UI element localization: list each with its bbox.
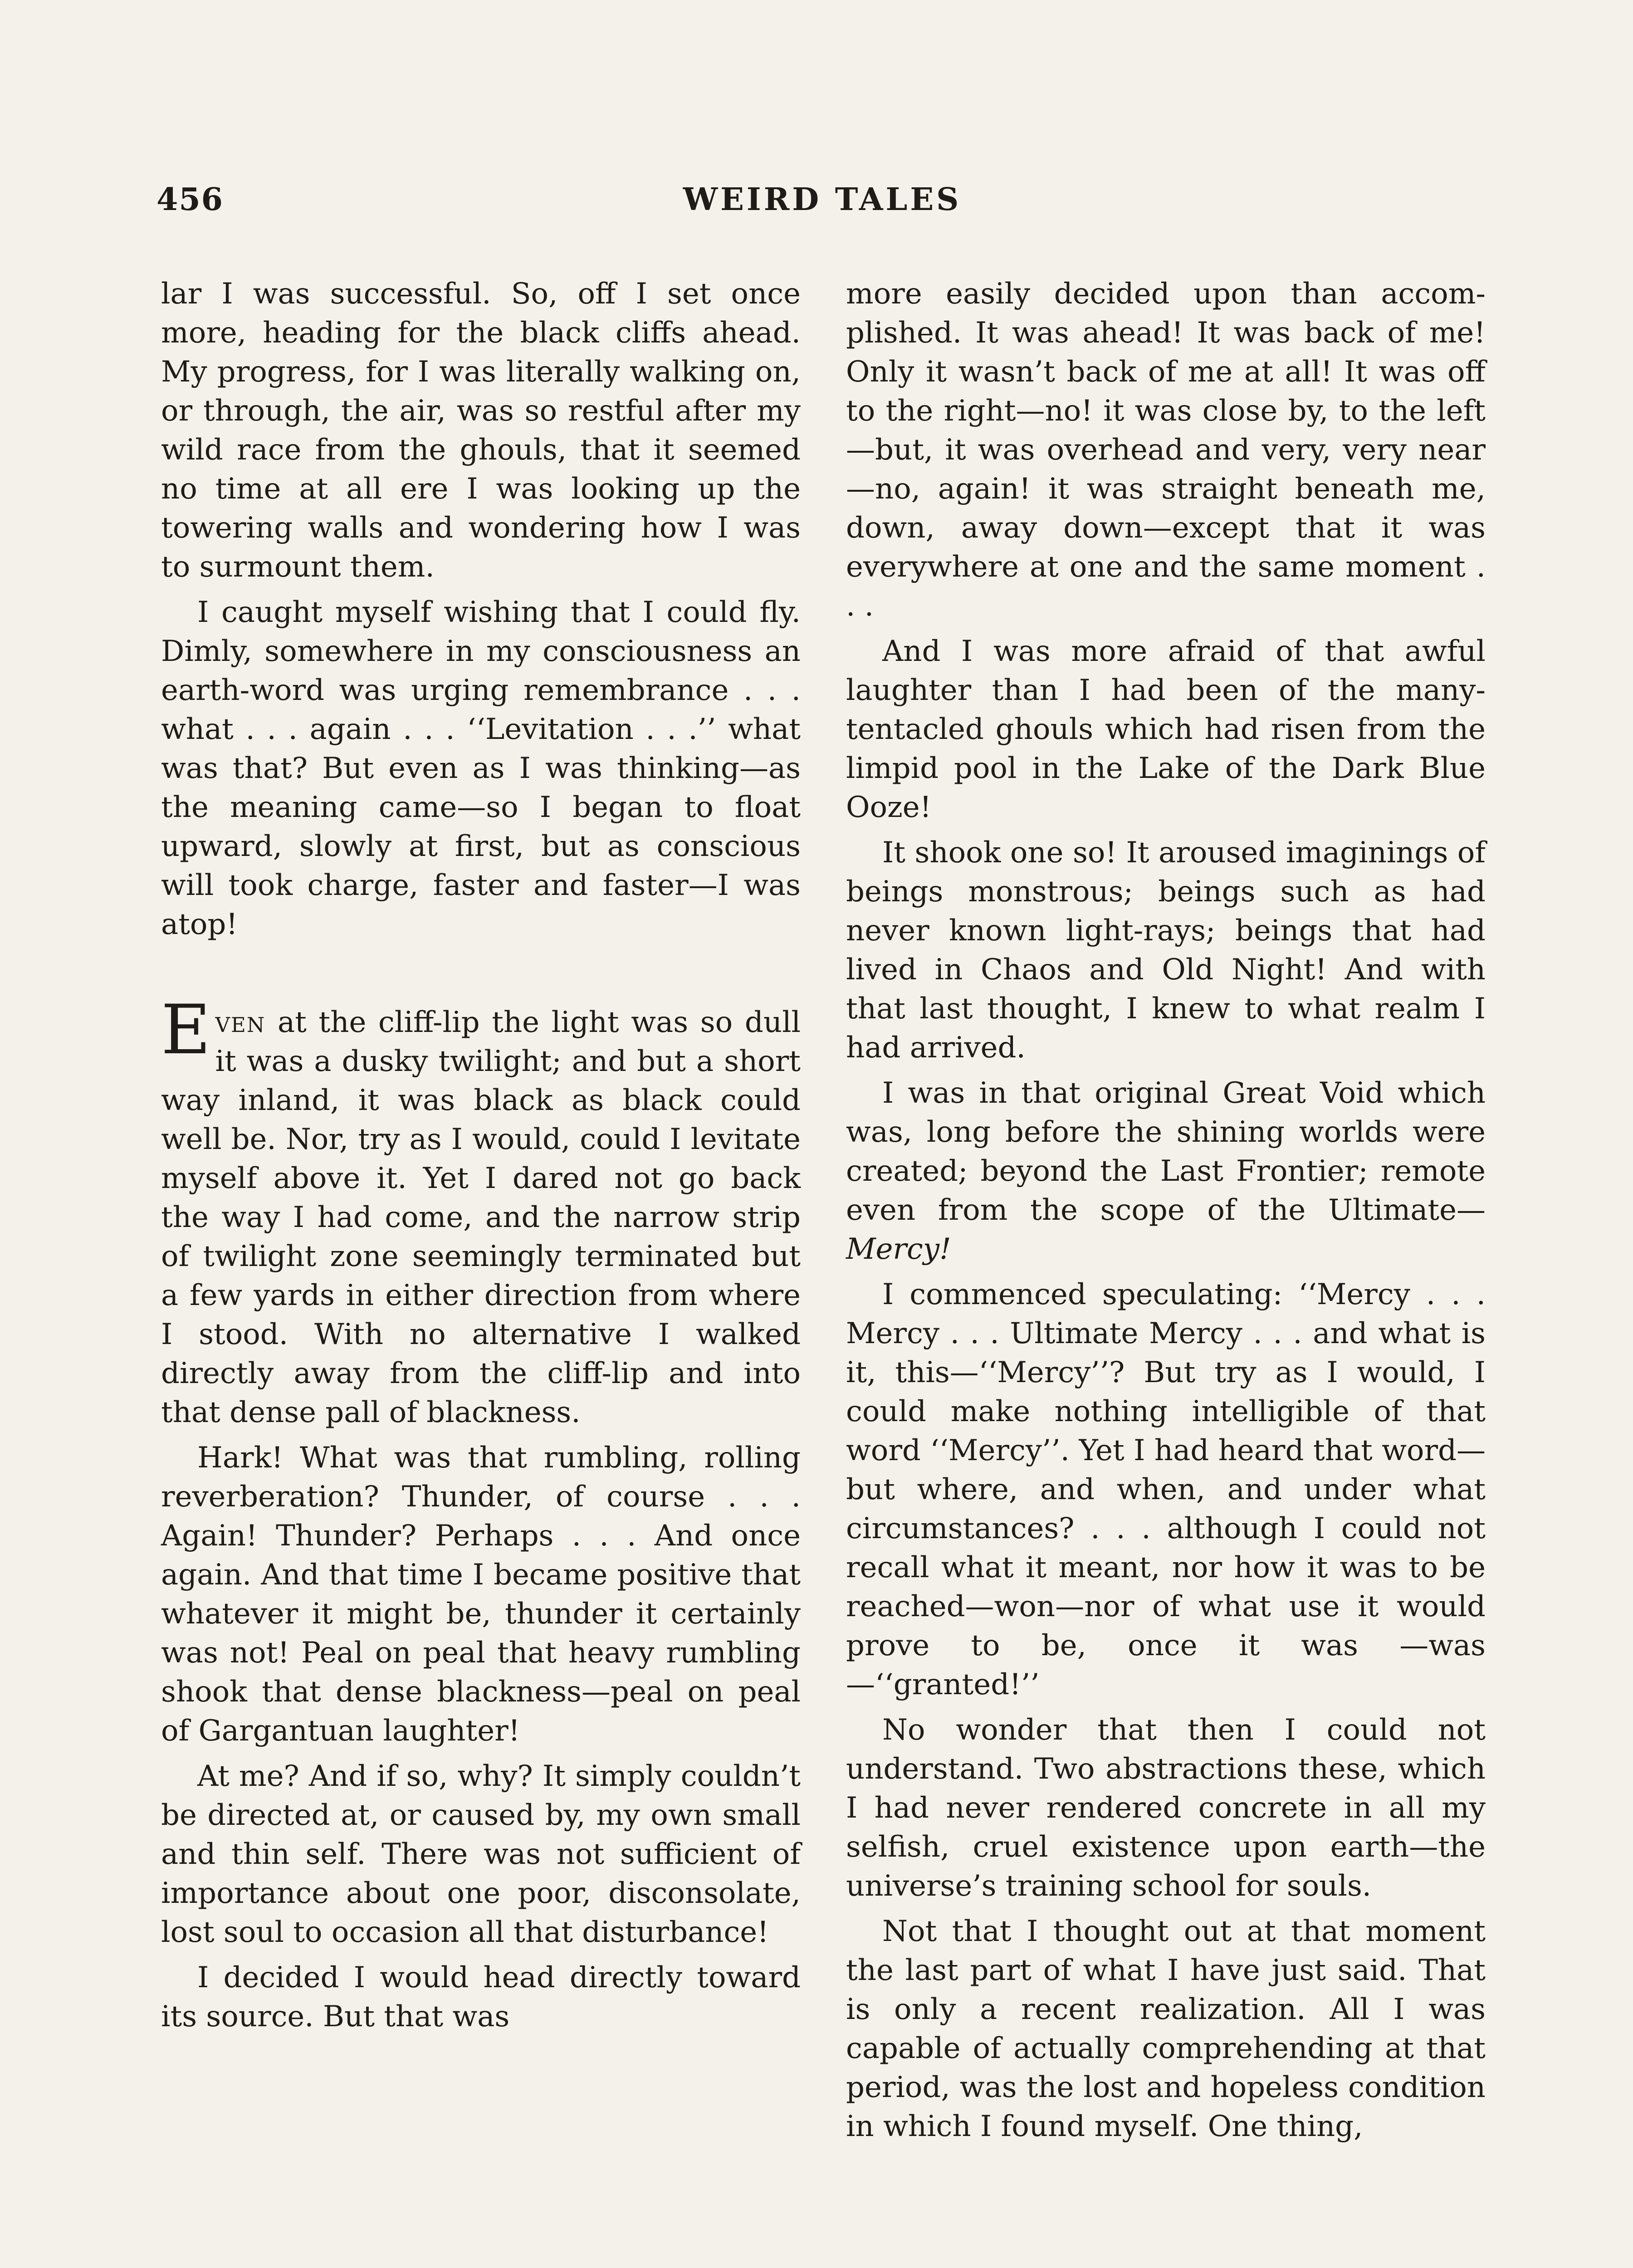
paragraph-text: at the cliff-lip the light was so dull it was a dusky twilight; and but a short way inland, it was black as black could well be. Nor, try as I would, could I levitate myself above it. Yet I dared not go back the way I had come, and the narrow strip of twilight zone seemingly terminated but a few yards in either direction from where I stood. With no alternative I walked directly away from the cliff-lip and into that dense pall of blackness. [161,1006,801,1429]
paragraph: lar I was successful. So, off I set once more, heading for the black cliffs ahead. My progress, for I was literally walking on, or through, the air, was so restful after my wild race from the ghouls, that it seemed no time at all ere I was looking up the towering walls and wondering how I was to surmount them. [161,277,801,584]
section-paragraph [161,991,801,1432]
page-header [156,181,1488,236]
paragraph-text: I was in that original Great Void which was, long before the shining worlds were created; beyond the Last Frontier; remote even from the scope of the Ultimate— [846,1076,1486,1227]
paragraph: more easily decided upon than accomplished. It was ahead! It was back of me! Only it wasn’t back of me at all! It was off to the right—no! it was close by, to the left—but, it was overhead and very, very near—no, again! it was straight beneath me, down, away down—except that it was everywhere at one and the same moment . . . [846,277,1486,623]
italic-text: Mercy! [846,1232,951,1266]
paragraph: It shook one so! It aroused imaginings of beings monstrous; beings such as had never known light-rays; beings that had lived in Chaos and Old Night! And with that last thought, I knew to what realm I had arrived. [846,836,1486,1065]
left-column [161,274,801,2043]
paragraph: Hark! What was that rumbling, rolling reverberation? Thunder, of course . . . Again! Thunder? Perhaps . . . And once again. And that time I became positive that whatever it might be, thunder it certainly was not! Peal on peal that heavy rumbling shook that dense blackness—peal on peal of Gargantuan laughter! [161,1441,801,1748]
paragraph: I decided I would head directly toward its source. But that was [161,1961,801,2033]
paragraph: No wonder that then I could not understand. Two abstractions these, which I had never rendered concrete in all my selfish, cruel existence upon earth—the universe’s training school for souls. [846,1713,1486,1903]
paragraph: At me? And if so, why? It simply couldn’t be directed at, or caused by, my own small and thin self. There was not sufficient of importance about one poor, disconsolate, lost soul to occasion all that disturbance! [161,1760,801,1949]
paragraph: And I was more afraid of that awful laughter than I had been of the many-tentacled ghouls which had risen from the limpid pool in the Lake of the Dark Blue Ooze! [846,635,1486,824]
small-caps-lead: ven [215,1006,266,1039]
right-column [846,274,1486,2152]
paragraph: I commenced speculating: ‘‘Mercy . . . Mercy . . . Ultimate Mercy . . . and what is it, this—‘‘Mercy’’? But try as I would, I could make nothing intelligible of that word ‘‘Mercy’’. Yet I had heard that word—but where, and when, and under what circumstances? . . . although I could not recall what it meant, nor how it was to be reached—won—nor of what use it would prove to be, once it was —was—‘‘granted!’’ [846,1278,1486,1701]
drop-cap: E [161,991,211,1070]
paragraph: Not that I thought out at that moment the last part of what I have just said. That is only a recent realization. All I was capable of actually comprehending at that period, was the lost and hopeless condition in which I found myself. One thing, [846,1915,1486,2143]
paragraph [846,1074,1486,1269]
page-number: 456 [156,181,224,218]
paragraph: I caught myself wishing that I could fly. Dimly, somewhere in my consciousness an earth-word was urging remembrance . . . what . . . again . . . ‘‘Levitation . . .’’ what was that? But even as I was thinking—as the meaning came—so I began to float upward, slowly at first, but as conscious will took charge, faster and faster—I was atop! [161,596,801,941]
running-head: WEIRD TALES [683,181,962,218]
